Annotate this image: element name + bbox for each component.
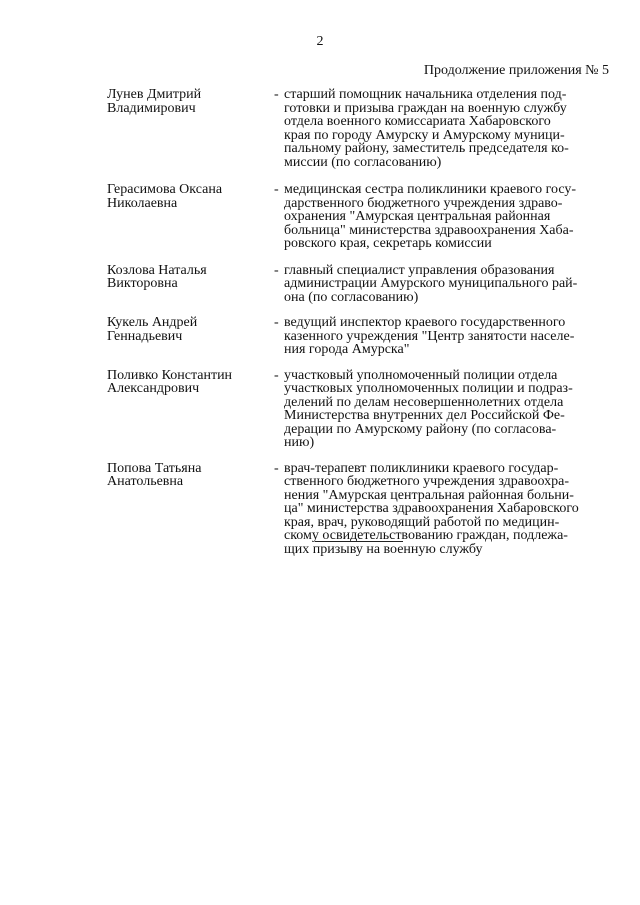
- member-name: Герасимова Оксана Николаевна: [107, 182, 223, 211]
- member-dash: -: [274, 262, 279, 278]
- appendix-continuation-heading: Продолжение приложения № 5: [423, 63, 609, 78]
- member-entry: [107, 88, 607, 169]
- commission-members-list: [107, 88, 607, 556]
- member-name: Кукель Андрей Геннадьевич: [107, 315, 198, 344]
- member-dash: -: [274, 367, 279, 383]
- member-role: ведущий инспектор краевого государственного казенного учреждения "Центр занятости населе- ния города Амурска": [284, 315, 575, 357]
- member-dash: -: [274, 315, 279, 330]
- member-entry: [107, 183, 607, 251]
- end-separator-line: [315, 541, 403, 542]
- member-dash: -: [274, 182, 279, 197]
- page-number: 2: [316, 34, 324, 49]
- member-entry: [107, 316, 607, 357]
- member-name: Попова Татьяна Анатольевна: [107, 460, 202, 489]
- member-dash: -: [274, 87, 279, 102]
- member-entry: [107, 369, 607, 450]
- member-entry: [107, 264, 607, 305]
- member-dash: -: [274, 460, 279, 476]
- member-role: врач-терапевт поликлиники краевого государ- ственного бюджетного учреждения здравоохра- нения "Амурская центральная районная больни- ца" министерства здравоохранения Хабаровского края, врач, руководящий работой по медицин- скому освидетельствованию граждан, подлежа- щих призыву на военную службу: [284, 460, 579, 557]
- member-role: старший помощник начальника отделения под- готовки и призыва граждан на военную службу отдела военного комиссариата Хабаровского края по городу Амурску и Амурскому муници- пальному району, заместитель председателя ко- миссии (по согласованию): [284, 87, 569, 170]
- member-role: главный специалист управления образования администрации Амурского муниципального рай- она (по согласованию): [284, 262, 578, 305]
- member-name: Козлова Наталья Викторовна: [107, 262, 207, 291]
- member-role: участковый уполномоченный полиции отдела участковых уполномоченных полиции и подраз- делений по делам несовершеннолетних отдела Министерства внутренних дел Российской Фе- дерации по Амурскому району (по согласова- нию): [284, 367, 573, 450]
- member-role: медицинская сестра поликлиники краевого госу- дарственного бюджетного учреждения здраво- охранения "Амурская центральная районная больница" министерства здравоохранения Хаба- ровского края, секретарь комиссии: [284, 182, 577, 251]
- member-name: Поливко Константин Александрович: [107, 367, 233, 396]
- member-name: Лунев Дмитрий Владимирович: [107, 87, 202, 116]
